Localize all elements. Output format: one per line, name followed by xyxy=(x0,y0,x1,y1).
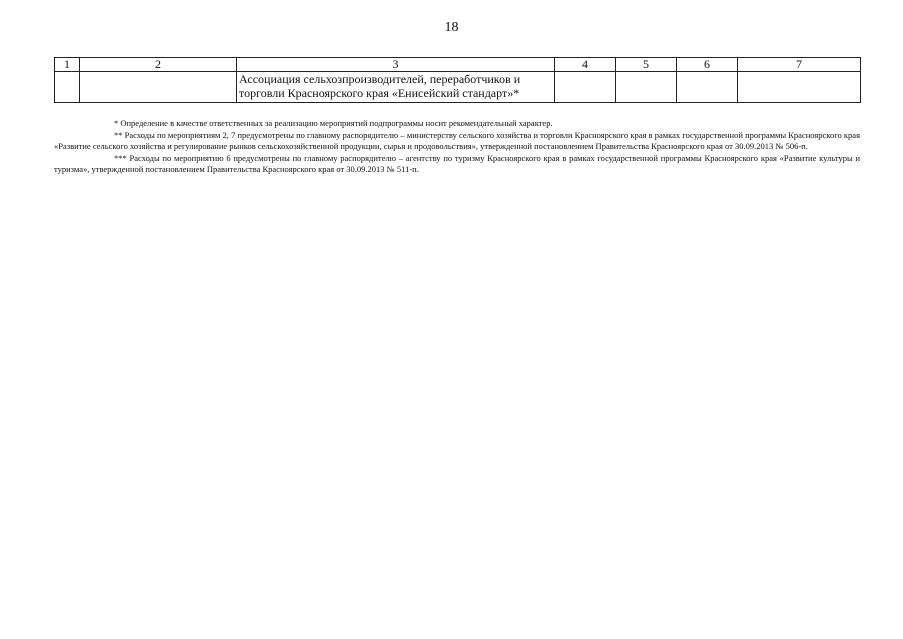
table-cell xyxy=(738,72,861,103)
table-cell xyxy=(677,72,738,103)
table-cell: Ассоциация сельхозпроизводителей, переработчиков и торговли Красноярского края «Енисейский стандарт»* xyxy=(237,72,555,103)
column-header: 7 xyxy=(738,58,861,72)
footnote-2: ** Расходы по мероприятиям 2, 7 предусмотрены по главному распорядителю – министерству сельского хозяйства и торговли Красноярского края в рамках государственной программы Красноярского края «Развитие сельского хозяйства и регулирование рынков сельскохозяйственной продукции, сырья и продовольствия», утвержденной постановлением Правительства Красноярского края от 30.09.2013 № 506-п. xyxy=(54,129,860,151)
page-number: 18 xyxy=(444,20,459,35)
table-row xyxy=(55,72,861,103)
column-header: 6 xyxy=(677,58,738,72)
table-cell xyxy=(555,72,616,103)
column-header: 4 xyxy=(555,58,616,72)
footnotes xyxy=(54,118,860,176)
table-cell xyxy=(616,72,677,103)
column-header: 3 xyxy=(237,58,555,72)
data-table xyxy=(54,57,861,103)
table-cell xyxy=(80,72,237,103)
column-header: 5 xyxy=(616,58,677,72)
footnote-1: * Определение в качестве ответственных за реализацию мероприятий подпрограммы носит рекомендательный характер. xyxy=(114,118,553,128)
table-cell xyxy=(55,72,80,103)
table-header-row xyxy=(55,58,861,72)
footnote-3: *** Расходы по мероприятию 6 предусмотрены по главному распорядителю – агентству по туризму Красноярского края в рамках государственной программы Красноярского края «Развитие культуры и туризма», утвержденной постановлением Правительства Красноярского края от 30.09.2013 № 511-п. xyxy=(54,152,860,174)
column-header: 1 xyxy=(55,58,80,72)
column-header: 2 xyxy=(80,58,237,72)
